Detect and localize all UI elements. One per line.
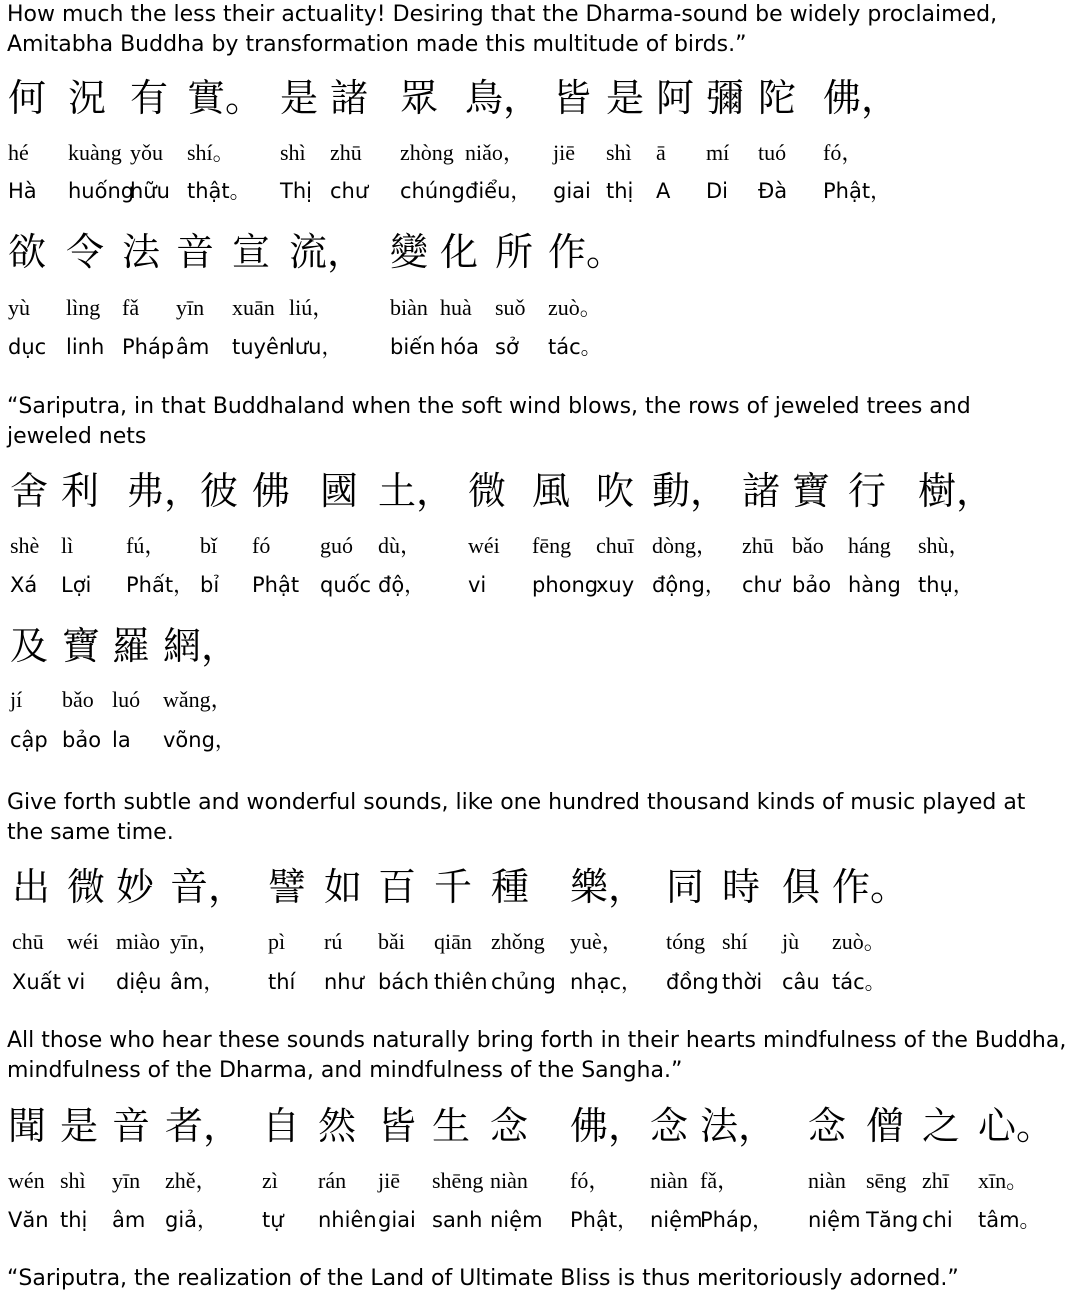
hanzi-char: 百 bbox=[378, 865, 417, 909]
vietnamese-word: vi bbox=[67, 970, 86, 994]
vietnamese-word: tự bbox=[262, 1208, 284, 1232]
hanzi-char: 生 bbox=[432, 1104, 471, 1148]
pinyin-syllable: shí bbox=[722, 929, 748, 954]
hanzi-char: 欲 bbox=[8, 230, 47, 274]
hanzi-char: 法， bbox=[700, 1104, 777, 1148]
hanzi-char: 俱 bbox=[782, 865, 821, 909]
pinyin-syllable: zì bbox=[262, 1168, 278, 1193]
pinyin-syllable: háng bbox=[848, 533, 891, 558]
pinyin-syllable: chuī bbox=[596, 533, 634, 558]
vietnamese-word: tâm。 bbox=[978, 1208, 1041, 1232]
hanzi-char: 自 bbox=[262, 1104, 301, 1148]
pinyin-syllable: fǎ， bbox=[700, 1168, 740, 1193]
hanzi-char: 風 bbox=[532, 469, 571, 513]
pinyin-syllable: niàn bbox=[808, 1168, 846, 1193]
hanzi-char: 聞 bbox=[8, 1104, 47, 1148]
vietnamese-word: thật。 bbox=[187, 179, 251, 203]
pinyin-syllable: jiē bbox=[378, 1168, 400, 1193]
pinyin-syllable: dòng， bbox=[652, 533, 719, 558]
vietnamese-word: sanh bbox=[432, 1208, 483, 1232]
pinyin-syllable: pì bbox=[268, 929, 286, 954]
vietnamese-word: bách bbox=[378, 970, 430, 994]
vietnamese-word: động， bbox=[652, 573, 726, 597]
hanzi-char: 土， bbox=[378, 469, 455, 513]
pinyin-syllable: fó bbox=[252, 533, 271, 558]
vietnamese-word: Lợi bbox=[61, 573, 92, 597]
vietnamese-word: A bbox=[656, 179, 671, 203]
pinyin-syllable: shì bbox=[606, 140, 632, 165]
hanzi-char: 樹， bbox=[918, 469, 995, 513]
pinyin-syllable: bǎo bbox=[792, 533, 824, 558]
pinyin-syllable: zhě， bbox=[165, 1168, 218, 1193]
hanzi-char: 作。 bbox=[548, 230, 625, 274]
hanzi-char: 者， bbox=[165, 1104, 242, 1148]
pinyin-syllable: lìng bbox=[66, 295, 101, 320]
vietnamese-word: quốc bbox=[320, 573, 372, 597]
vietnamese-word: chư bbox=[330, 179, 369, 203]
pinyin-syllable: huà bbox=[440, 295, 472, 320]
vietnamese-word: Hà bbox=[8, 179, 37, 203]
hanzi-char: 彌 bbox=[706, 76, 745, 120]
vietnamese-word: Pháp bbox=[122, 335, 175, 359]
pinyin-syllable: xuān bbox=[232, 295, 275, 320]
vietnamese-word: điểu， bbox=[465, 179, 532, 203]
hanzi-char: 譬 bbox=[268, 865, 307, 909]
pinyin-syllable: yīn， bbox=[170, 929, 221, 954]
pinyin-syllable: sēng bbox=[866, 1168, 907, 1193]
vietnamese-word: câu bbox=[782, 970, 820, 994]
vietnamese-word: Xuất bbox=[12, 970, 61, 994]
hanzi-char: 是 bbox=[280, 76, 319, 120]
pinyin-syllable: zhǒng bbox=[491, 929, 545, 954]
hanzi-char: 念 bbox=[808, 1104, 847, 1148]
vietnamese-word: niệm bbox=[650, 1208, 703, 1232]
hanzi-char: 寶 bbox=[792, 469, 831, 513]
vietnamese-word: Tăng bbox=[866, 1208, 919, 1232]
pinyin-syllable: lì bbox=[61, 533, 74, 558]
english-line: “Sariputra, the realization of the Land of Ultimate Bliss is thus meritoriously adorned.” bbox=[7, 1266, 959, 1291]
vietnamese-word: tuyên bbox=[232, 335, 293, 359]
pinyin-syllable: xīn。 bbox=[978, 1168, 1029, 1193]
english-line: How much the less their actuality! Desiring that the Dharma-sound be widely proclaimed, bbox=[7, 2, 998, 27]
hanzi-char: 然 bbox=[318, 1104, 357, 1148]
vietnamese-word: thời bbox=[722, 970, 763, 994]
pinyin-syllable: shì bbox=[60, 1168, 86, 1193]
hanzi-char: 令 bbox=[66, 230, 105, 274]
hanzi-char: 陀 bbox=[758, 76, 797, 120]
vietnamese-word: thị bbox=[606, 179, 634, 203]
vietnamese-word: niệm bbox=[490, 1208, 543, 1232]
vietnamese-word: Văn bbox=[8, 1208, 49, 1232]
pinyin-syllable: biàn bbox=[390, 295, 428, 320]
pinyin-syllable: wéi bbox=[67, 929, 99, 954]
vietnamese-word: tác。 bbox=[832, 970, 886, 994]
hanzi-char: 出 bbox=[12, 865, 51, 909]
pinyin-syllable: chū bbox=[12, 929, 44, 954]
hanzi-char: 音 bbox=[176, 230, 215, 274]
pinyin-syllable: zhū bbox=[330, 140, 362, 165]
hanzi-char: 寶 bbox=[62, 624, 101, 668]
pinyin-syllable: niàn bbox=[490, 1168, 528, 1193]
pinyin-syllable: shè bbox=[10, 533, 40, 558]
english-line: All those who hear these sounds naturally bring forth in their hearts mindfulness of the Buddha, bbox=[7, 1028, 1067, 1053]
vietnamese-word: giai bbox=[378, 1208, 416, 1232]
vietnamese-word: nhiên bbox=[318, 1208, 377, 1232]
hanzi-char: 念 bbox=[650, 1104, 689, 1148]
hanzi-char: 心。 bbox=[978, 1104, 1055, 1148]
vietnamese-word: hữu bbox=[130, 179, 170, 203]
pinyin-syllable: yīn bbox=[112, 1168, 141, 1193]
hanzi-char: 利 bbox=[61, 469, 100, 513]
hanzi-char: 佛， bbox=[823, 76, 900, 120]
pinyin-syllable: zhòng bbox=[400, 140, 454, 165]
hanzi-char: 羅 bbox=[112, 624, 151, 668]
hanzi-char: 念 bbox=[490, 1104, 529, 1148]
pinyin-syllable: qiān bbox=[434, 929, 472, 954]
pinyin-syllable: ā bbox=[656, 140, 666, 165]
vietnamese-word: Di bbox=[706, 179, 729, 203]
hanzi-char: 樂， bbox=[570, 865, 647, 909]
hanzi-char: 時 bbox=[722, 865, 761, 909]
hanzi-char: 皆 bbox=[378, 1104, 417, 1148]
hanzi-char: 流， bbox=[289, 230, 366, 274]
english-line: Amitabha Buddha by transformation made this multitude of birds.” bbox=[7, 32, 747, 57]
vietnamese-word: Xá bbox=[10, 573, 38, 597]
pinyin-syllable: wéi bbox=[468, 533, 500, 558]
vietnamese-word: phong bbox=[532, 573, 599, 597]
hanzi-char: 況 bbox=[68, 76, 107, 120]
hanzi-char: 變 bbox=[390, 230, 429, 274]
pinyin-syllable: fó， bbox=[570, 1168, 611, 1193]
hanzi-char: 佛， bbox=[570, 1104, 647, 1148]
vietnamese-word: độ， bbox=[378, 573, 426, 597]
hanzi-char: 皆 bbox=[553, 76, 592, 120]
hanzi-char: 千 bbox=[434, 865, 473, 909]
hanzi-char: 音 bbox=[112, 1104, 151, 1148]
pinyin-syllable: yuè， bbox=[570, 929, 624, 954]
vietnamese-word: biến bbox=[390, 335, 436, 359]
english-line: mindfulness of the Dharma, and mindfulness of the Sangha.” bbox=[7, 1058, 683, 1083]
pinyin-syllable: yǒu bbox=[130, 140, 163, 165]
english-line: Give forth subtle and wonderful sounds, like one hundred thousand kinds of music played at bbox=[7, 790, 1026, 815]
english-line: the same time. bbox=[7, 820, 174, 845]
hanzi-char: 是 bbox=[606, 76, 645, 120]
vietnamese-word: sở bbox=[495, 335, 519, 359]
hanzi-char: 動， bbox=[652, 469, 729, 513]
pinyin-syllable: fēng bbox=[532, 533, 572, 558]
vietnamese-word: diệu bbox=[116, 970, 162, 994]
hanzi-char: 諸 bbox=[742, 469, 781, 513]
hanzi-char: 法 bbox=[122, 230, 161, 274]
vietnamese-word: niệm bbox=[808, 1208, 861, 1232]
hanzi-char: 微 bbox=[67, 865, 106, 909]
hanzi-char: 化 bbox=[440, 230, 479, 274]
hanzi-char: 諸 bbox=[330, 76, 369, 120]
hanzi-char: 是 bbox=[60, 1104, 99, 1148]
hanzi-char: 鳥， bbox=[465, 76, 542, 120]
pinyin-syllable: bǐ bbox=[200, 533, 218, 558]
hanzi-char: 彼 bbox=[200, 469, 239, 513]
english-line: “Sariputra, in that Buddhaland when the soft wind blows, the rows of jeweled trees and bbox=[7, 394, 971, 419]
vietnamese-word: bỉ bbox=[200, 573, 220, 597]
vietnamese-word: hàng bbox=[848, 573, 901, 597]
pinyin-syllable: shì bbox=[280, 140, 306, 165]
pinyin-syllable: zuò。 bbox=[832, 929, 886, 954]
pinyin-syllable: zuò。 bbox=[548, 295, 602, 320]
pinyin-syllable: yù bbox=[8, 295, 30, 320]
hanzi-char: 行 bbox=[848, 469, 887, 513]
hanzi-char: 微 bbox=[468, 469, 507, 513]
vietnamese-word: la bbox=[112, 728, 131, 752]
pinyin-syllable: mí bbox=[706, 140, 730, 165]
vietnamese-word: chúng bbox=[400, 179, 465, 203]
pinyin-syllable: niǎo， bbox=[465, 140, 525, 165]
hanzi-char: 舍 bbox=[10, 469, 49, 513]
vietnamese-word: thị bbox=[60, 1208, 88, 1232]
vietnamese-word: linh bbox=[66, 335, 105, 359]
pinyin-syllable: fǎ bbox=[122, 295, 140, 320]
vietnamese-word: Thị bbox=[280, 179, 312, 203]
pinyin-syllable: bǎo bbox=[62, 687, 94, 712]
vietnamese-word: thí bbox=[268, 970, 296, 994]
vietnamese-word: Phật bbox=[252, 573, 300, 597]
vietnamese-word: Đà bbox=[758, 179, 788, 203]
hanzi-char: 眾 bbox=[400, 76, 439, 120]
vietnamese-word: chư bbox=[742, 573, 781, 597]
pinyin-syllable: tóng bbox=[666, 929, 706, 954]
hanzi-char: 國 bbox=[320, 469, 359, 513]
hanzi-char: 弗， bbox=[126, 469, 203, 513]
pinyin-syllable: zhī bbox=[922, 1168, 949, 1193]
pinyin-syllable: suǒ bbox=[495, 295, 526, 320]
pinyin-syllable: miào bbox=[116, 929, 160, 954]
hanzi-char: 作。 bbox=[832, 865, 909, 909]
vietnamese-word: võng， bbox=[163, 728, 236, 752]
vietnamese-word: Phất， bbox=[126, 573, 195, 597]
hanzi-char: 實。 bbox=[187, 76, 264, 120]
hanzi-char: 音， bbox=[170, 865, 247, 909]
pinyin-syllable: shù， bbox=[918, 533, 971, 558]
hanzi-char: 同 bbox=[666, 865, 705, 909]
hanzi-char: 僧 bbox=[866, 1104, 905, 1148]
vietnamese-word: âm bbox=[176, 335, 210, 359]
pinyin-syllable: jù bbox=[782, 929, 800, 954]
hanzi-char: 妙 bbox=[116, 865, 155, 909]
vietnamese-word: giả， bbox=[165, 1208, 219, 1232]
pinyin-syllable: hé bbox=[8, 140, 29, 165]
hanzi-char: 佛 bbox=[252, 469, 291, 513]
vietnamese-word: bảo bbox=[62, 728, 102, 752]
hanzi-char: 宣 bbox=[232, 230, 271, 274]
pinyin-syllable: wǎng， bbox=[163, 687, 233, 712]
hanzi-char: 及 bbox=[10, 624, 49, 668]
pinyin-syllable: fó， bbox=[823, 140, 864, 165]
pinyin-syllable: wén bbox=[8, 1168, 45, 1193]
vietnamese-word: thụ， bbox=[918, 573, 974, 597]
vietnamese-word: tác。 bbox=[548, 335, 602, 359]
hanzi-char: 何 bbox=[8, 76, 47, 120]
pinyin-syllable: rú bbox=[324, 929, 343, 954]
pinyin-syllable: guó bbox=[320, 533, 353, 558]
pinyin-syllable: bǎi bbox=[378, 929, 405, 954]
pinyin-syllable: niàn bbox=[650, 1168, 688, 1193]
english-line: jeweled nets bbox=[7, 424, 147, 449]
vietnamese-word: Phật， bbox=[570, 1208, 639, 1232]
vietnamese-word: xuy bbox=[596, 573, 635, 597]
hanzi-char: 如 bbox=[324, 865, 363, 909]
vietnamese-word: huống bbox=[68, 179, 135, 203]
vietnamese-word: vi bbox=[468, 573, 487, 597]
vietnamese-word: nhạc， bbox=[570, 970, 643, 994]
vietnamese-word: lưu， bbox=[289, 335, 343, 359]
vietnamese-word: Pháp， bbox=[700, 1208, 774, 1232]
vietnamese-word: chủng bbox=[491, 970, 556, 994]
vietnamese-word: đồng bbox=[666, 970, 719, 994]
pinyin-syllable: jí bbox=[10, 687, 23, 712]
vietnamese-word: chi bbox=[922, 1208, 953, 1232]
hanzi-char: 吹 bbox=[596, 469, 635, 513]
pinyin-syllable: yīn bbox=[176, 295, 205, 320]
hanzi-char: 有 bbox=[130, 76, 169, 120]
pinyin-syllable: tuó bbox=[758, 140, 787, 165]
pinyin-syllable: shí。 bbox=[187, 140, 235, 165]
pinyin-syllable: dù， bbox=[378, 533, 423, 558]
vietnamese-word: âm， bbox=[170, 970, 225, 994]
vietnamese-word: giai bbox=[553, 179, 591, 203]
vietnamese-word: cập bbox=[10, 728, 48, 752]
vietnamese-word: hóa bbox=[440, 335, 480, 359]
vietnamese-word: âm bbox=[112, 1208, 146, 1232]
pinyin-syllable: jiē bbox=[553, 140, 575, 165]
hanzi-char: 種 bbox=[491, 865, 530, 909]
vietnamese-word: dục bbox=[8, 335, 47, 359]
hanzi-char: 網， bbox=[163, 624, 240, 668]
pinyin-syllable: shēng bbox=[432, 1168, 484, 1193]
pinyin-syllable: zhū bbox=[742, 533, 774, 558]
vietnamese-word: như bbox=[324, 970, 364, 994]
pinyin-syllable: luó bbox=[112, 687, 141, 712]
hanzi-char: 所 bbox=[495, 230, 534, 274]
hanzi-char: 阿 bbox=[656, 76, 695, 120]
vietnamese-word: Phật， bbox=[823, 179, 892, 203]
pinyin-syllable: fú， bbox=[126, 533, 167, 558]
pinyin-syllable: liú， bbox=[289, 295, 335, 320]
pinyin-syllable: kuàng bbox=[68, 140, 122, 165]
vietnamese-word: bảo bbox=[792, 573, 832, 597]
pinyin-syllable: rán bbox=[318, 1168, 347, 1193]
hanzi-char: 之 bbox=[922, 1104, 961, 1148]
vietnamese-word: thiên bbox=[434, 970, 488, 994]
